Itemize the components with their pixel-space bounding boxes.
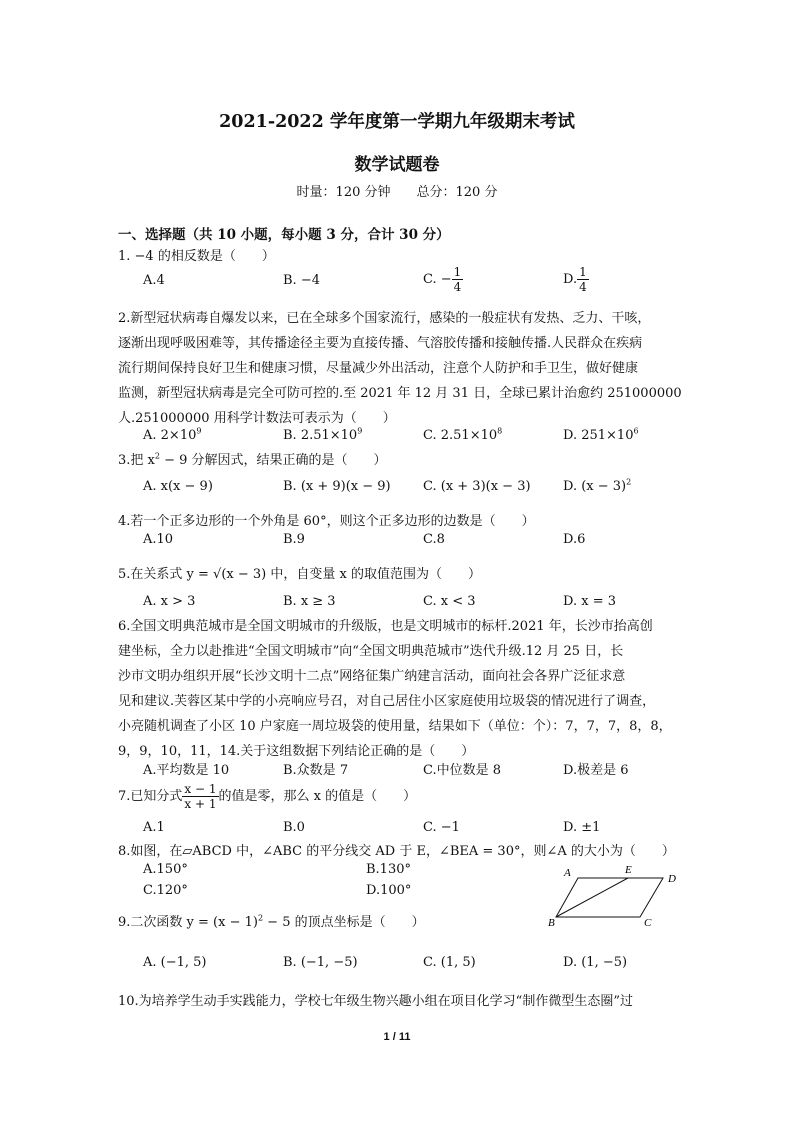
question-2-stem: 2.新型冠状病毒自爆发以来，已在全球多个国家流行，感染的一般症状有发热、乏力、干咳， 逐渐出现呼吸困难等，其传播途径主要为直接传播、气溶胶传播和接触传播.人民群众在疾病 流行期间保持良好卫生和健康习惯，尽量减少外出活动，注意个人防护和手卫生，做好健康 监测，新型冠状病毒是完全可防可控的.至 2021 年 12 月 31 日，全球已累计治愈约 251000000 人.251000000 用科学计数法可表示为（ ） xyxy=(118,311,682,426)
question-7-stem: 7.已知分式 $\frac{x - 1}{x + 1}$ 的值是零，那么 x 的值是（ ） xyxy=(118,782,417,811)
q7-option-d: D. ±1 xyxy=(563,820,601,835)
q8-option-b: B.130° xyxy=(366,862,411,877)
label-b: B xyxy=(548,917,555,929)
page-number: 1 / 11 xyxy=(383,1031,411,1043)
q8-option-d: D.100° xyxy=(366,883,412,898)
q2-option-d: D. $251\times 10^6$ xyxy=(563,426,639,443)
q9-option-b: B. (−1, −5) xyxy=(283,955,358,970)
q7-option-a: A.1 xyxy=(143,820,165,835)
question-5-stem: 5.在关系式 y = √(x − 3) 中，自变量 x 的取值范围为（ ） xyxy=(118,567,481,582)
q4-option-b: B.9 xyxy=(283,532,305,547)
exam-subtitle: 数学试题卷 xyxy=(354,155,440,175)
q1-option-b: B. −4 xyxy=(283,273,320,288)
q6-option-a: A.平均数是 10 xyxy=(143,763,230,778)
question-8-stem: 8.如图，在▱ABCD 中，∠ABC 的平分线交 AD 于 E，∠BEA = 30°，则∠A 的大小为（ ） xyxy=(118,844,675,859)
q3-option-b: B. (x + 9)(x − 9) xyxy=(283,479,391,494)
q7-option-c: C. −1 xyxy=(423,820,460,835)
q3-option-d: D. $(x - 3)^2$ xyxy=(563,477,632,494)
q5-option-b: B. x ≥ 3 xyxy=(283,594,336,609)
q7-option-b: B.0 xyxy=(283,820,305,835)
question-10-stem: 10.为培养学生动手实践能力，学校七年级生物兴趣小组在项目化学习“制作微型生态圈”过 xyxy=(118,994,633,1009)
q1-option-d: D. $\frac{1}{4}$ xyxy=(563,265,587,294)
q2-option-b: B. $2.51\times 10^9$ xyxy=(283,426,363,443)
q6-option-c: C.中位数是 8 xyxy=(423,763,502,778)
q5-option-a: A. x > 3 xyxy=(143,594,196,609)
q8-option-c: C.120° xyxy=(143,883,188,898)
q5-option-d: D. x = 3 xyxy=(563,594,616,609)
q9-option-d: D. (1, −5) xyxy=(563,955,628,970)
q4-option-a: A.10 xyxy=(143,532,174,547)
q9-option-c: C. (1, 5) xyxy=(423,955,476,970)
question-6-stem: 6.全国文明典范城市是全国文明城市的升级版，也是文明城市的标杆.2021 年，长沙市抬高创 建坐标，全力以赴推进“全国文明城市”向“全国文明典范城市”迭代升级.12 月 25 日，长 沙市文明办组织开展“长沙文明十二点”网络征集广纳建言活动，面向社会各界广泛征求意 见和建议.芙蓉区某中学的小亮响应号召，对自己居住小区家庭使用垃圾袋的情况进行了调查， 小亮随机调查了小区 10 户家庭一周垃圾袋的使用量，结果如下（单位：个）：7，7，7，8，8， 9，9，10，11，14.关于这组数据下列结论正确的是（ ） xyxy=(118,619,672,759)
q9-option-a: A. (−1, 5) xyxy=(143,955,207,970)
q4-option-d: D.6 xyxy=(563,532,586,547)
question-4-stem: 4.若一个正多边形的一个外角是 60°，则这个正多边形的边数是（ ） xyxy=(118,514,535,529)
question-1-stem: 1. −4 的相反数是（ ） xyxy=(118,249,275,264)
q2-option-c: C. $2.51\times 10^8$ xyxy=(423,426,503,443)
label-a: A xyxy=(564,867,571,879)
question-3-stem: 3.把 $x^2 - 9$ 分解因式，结果正确的是（ ） xyxy=(118,451,387,468)
q5-option-c: C. x < 3 xyxy=(423,594,476,609)
parallelogram-figure xyxy=(548,862,688,930)
question-9-stem: 9.二次函数 $y = (x - 1)^2 - 5$ 的顶点坐标是（ ） xyxy=(118,913,425,930)
q4-option-c: C.8 xyxy=(423,532,445,547)
exam-meta: 时量：120 分钟 总分：120 分 xyxy=(296,185,498,200)
q3-option-a: A. x(x − 9) xyxy=(143,479,213,494)
label-e: E xyxy=(625,864,632,876)
q6-option-b: B.众数是 7 xyxy=(283,763,349,778)
q3-option-c: C. (x + 3)(x − 3) xyxy=(423,479,531,494)
q6-option-d: D.极差是 6 xyxy=(563,763,629,778)
q1-option-c: C. − $\frac{1}{4}$ xyxy=(423,265,462,294)
q1-option-a: A.4 xyxy=(143,273,165,288)
label-d: D xyxy=(668,873,676,885)
section-heading: 一、选择题（共 10 小题，每小题 3 分，合计 30 分） xyxy=(118,227,450,243)
label-c: C xyxy=(644,917,652,929)
q8-option-a: A.150° xyxy=(143,862,188,877)
exam-title: 2021-2022 学年度第一学期九年级期末考试 xyxy=(219,112,575,132)
q2-option-a: A. $2\times 10^9$ xyxy=(143,426,202,443)
parallelogram-abcd xyxy=(556,878,663,917)
